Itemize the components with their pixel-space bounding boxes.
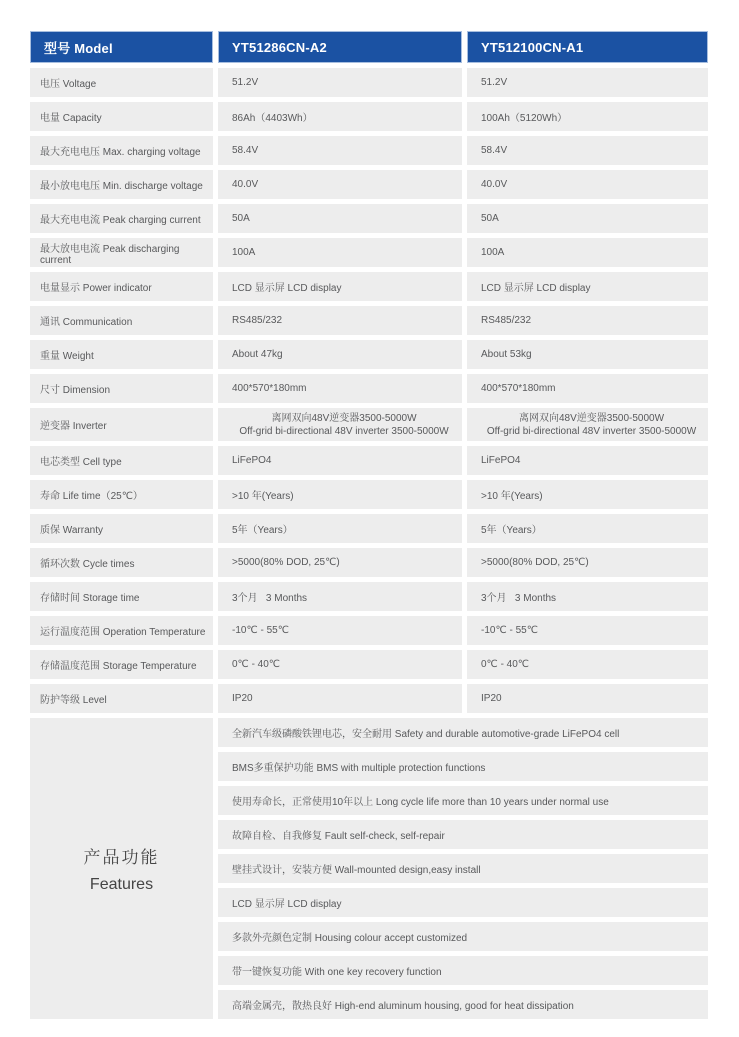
- spec-label: 电芯类型 Cell type: [30, 446, 213, 475]
- spec-label: 最大放电电流 Peak discharging current: [30, 238, 213, 267]
- spec-value: 40.0V: [218, 170, 462, 199]
- spec-value: 50A: [467, 204, 708, 233]
- spec-label: 运行温度范围 Operation Temperature: [30, 616, 213, 645]
- spec-value-line2: Off-grid bi-directional 48V inverter 3500-5000W: [239, 425, 449, 437]
- spec-label: 最大充电电流 Peak charging current: [30, 204, 213, 233]
- spec-value: 51.2V: [467, 68, 708, 97]
- feature-item: 带一键恢复功能 With one key recovery function: [218, 956, 708, 985]
- header-model-label: 型号 Model: [30, 31, 213, 63]
- feature-item: 故障自检、自我修复 Fault self-check, self-repair: [218, 820, 708, 849]
- table-row-weight: [30, 340, 708, 369]
- table-row-peak-charging-current: [30, 204, 708, 233]
- header-model-a2: YT51286CN-A2: [218, 31, 462, 63]
- feature-item: BMS多重保护功能 BMS with multiple protection functions: [218, 752, 708, 781]
- spec-value: LiFePO4: [467, 446, 708, 475]
- table-row-storage-temperature: [30, 650, 708, 679]
- spec-value: [218, 408, 462, 441]
- table-row-dimension: [30, 374, 708, 403]
- spec-value: 400*570*180mm: [218, 374, 462, 403]
- product-spec-table: [30, 31, 708, 1019]
- features-list: [218, 718, 708, 1019]
- spec-value-line1: 离网双向48V逆变器3500-5000W: [518, 412, 665, 424]
- table-header-row: [30, 31, 708, 63]
- table-row-power-indicator: [30, 272, 708, 301]
- table-row-operation-temperature: [30, 616, 708, 645]
- spec-value-line1: 离网双向48V逆变器3500-5000W: [271, 412, 417, 424]
- spec-value: RS485/232: [467, 306, 708, 335]
- table-row-inverter: [30, 408, 708, 441]
- spec-label: 最小放电电压 Min. discharge voltage: [30, 170, 213, 199]
- table-row-protection-level: [30, 684, 708, 713]
- spec-value: IP20: [218, 684, 462, 713]
- spec-value-line2: Off-grid bi-directional 48V inverter 3500-5000W: [486, 425, 697, 437]
- spec-value: 400*570*180mm: [467, 374, 708, 403]
- spec-value: 0℃ - 40℃: [467, 650, 708, 679]
- spec-label: 质保 Warranty: [30, 514, 213, 543]
- features-title: [30, 718, 213, 1019]
- feature-item: 壁挂式设计，安装方便 Wall-mounted design,easy install: [218, 854, 708, 883]
- spec-value: LCD 显示屏 LCD display: [467, 272, 708, 301]
- spec-value: 0℃ - 40℃: [218, 650, 462, 679]
- spec-value: LCD 显示屏 LCD display: [218, 272, 462, 301]
- features-title-en: Features: [89, 876, 154, 893]
- table-row-voltage: [30, 68, 708, 97]
- table-row-cell-type: [30, 446, 708, 475]
- spec-label: 存储温度范围 Storage Temperature: [30, 650, 213, 679]
- header-model-a1: YT512100CN-A1: [467, 31, 708, 63]
- spec-label: 电量 Capacity: [30, 102, 213, 131]
- spec-value: 100A: [467, 238, 708, 267]
- feature-item: 全新汽车级磷酸铁锂电芯，安全耐用 Safety and durable automotive-grade LiFePO4 cell: [218, 718, 708, 747]
- spec-label: 重量 Weight: [30, 340, 213, 369]
- table-row-max-charging-voltage: [30, 136, 708, 165]
- spec-label: 存储时间 Storage time: [30, 582, 213, 611]
- spec-label: 电量显示 Power indicator: [30, 272, 213, 301]
- spec-value: About 47kg: [218, 340, 462, 369]
- spec-value: -10℃ - 55℃: [467, 616, 708, 645]
- spec-label: 通讯 Communication: [30, 306, 213, 335]
- spec-label: 寿命 Life time（25℃）: [30, 480, 213, 509]
- table-row-min-discharge-voltage: [30, 170, 708, 199]
- spec-value: About 53kg: [467, 340, 708, 369]
- spec-value: 58.4V: [218, 136, 462, 165]
- spec-value: LiFePO4: [218, 446, 462, 475]
- spec-value: -10℃ - 55℃: [218, 616, 462, 645]
- spec-value: 50A: [218, 204, 462, 233]
- feature-item: 高端金属壳，散热良好 High-end aluminum housing, good for heat dissipation: [218, 990, 708, 1019]
- spec-value: 40.0V: [467, 170, 708, 199]
- table-row-capacity: [30, 102, 708, 131]
- spec-label: 尺寸 Dimension: [30, 374, 213, 403]
- spec-value: 86Ah（4403Wh）: [218, 102, 462, 131]
- feature-item: 多款外壳颜色定制 Housing colour accept customized: [218, 922, 708, 951]
- spec-label: 最大充电电压 Max. charging voltage: [30, 136, 213, 165]
- spec-value: [467, 408, 708, 441]
- features-title-zh: 产品功能: [83, 848, 160, 867]
- spec-label: 电压 Voltage: [30, 68, 213, 97]
- spec-value: 5年（Years）: [218, 514, 462, 543]
- table-row-communication: [30, 306, 708, 335]
- spec-value: 100Ah（5120Wh）: [467, 102, 708, 131]
- spec-value: 3个月 3 Months: [218, 582, 462, 611]
- spec-label: 逆变器 Inverter: [30, 408, 213, 441]
- feature-item: 使用寿命长，正常使用10年以上 Long cycle life more than 10 years under normal use: [218, 786, 708, 815]
- table-row-peak-discharging-current: [30, 238, 708, 267]
- spec-value: IP20: [467, 684, 708, 713]
- spec-value: 5年（Years）: [467, 514, 708, 543]
- table-row-storage-time: [30, 582, 708, 611]
- spec-value: >10 年(Years): [218, 480, 462, 509]
- spec-value: 3个月 3 Months: [467, 582, 708, 611]
- spec-value: RS485/232: [218, 306, 462, 335]
- feature-item: LCD 显示屏 LCD display: [218, 888, 708, 917]
- spec-value: 58.4V: [467, 136, 708, 165]
- table-row-cycle-times: [30, 548, 708, 577]
- spec-value: 51.2V: [218, 68, 462, 97]
- spec-value: 100A: [218, 238, 462, 267]
- spec-value: >5000(80% DOD, 25℃): [467, 548, 708, 577]
- spec-label: 循环次数 Cycle times: [30, 548, 213, 577]
- table-row-life-time: [30, 480, 708, 509]
- features-section: [30, 718, 708, 1019]
- spec-value: >10 年(Years): [467, 480, 708, 509]
- table-row-warranty: [30, 514, 708, 543]
- spec-value: >5000(80% DOD, 25℃): [218, 548, 462, 577]
- spec-label: 防护等级 Level: [30, 684, 213, 713]
